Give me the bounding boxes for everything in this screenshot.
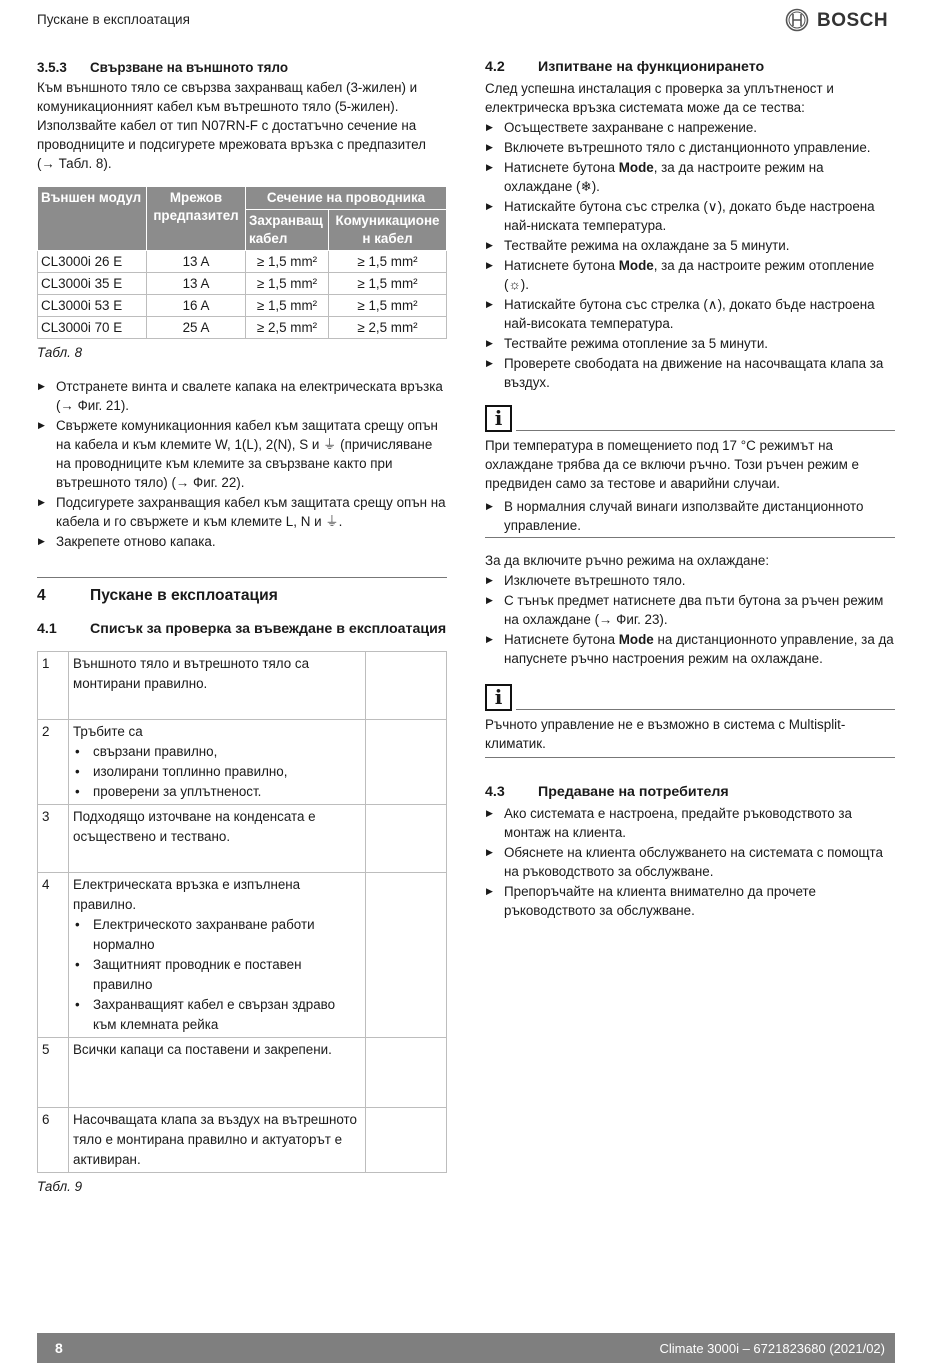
check-cell[interactable] (366, 1108, 447, 1173)
function-test-steps (485, 118, 895, 392)
table-row: CL3000i 35 E 13 A ≥ 1,5 mm² ≥ 1,5 mm² (38, 273, 447, 295)
manual-mode-intro: За да включите ръчно режима на охлаждане: (485, 553, 770, 568)
list-item: ▶ Тествайте режима на охлаждане за 5 минути. (485, 236, 895, 255)
list-item: ▶ В нормалния случай винаги използвайте дистанционното управление. (485, 497, 895, 535)
checklist-table (37, 651, 447, 1173)
table-row: 6 Насочващата клапа за въздух на вътрешното тяло е монтирана правилно и актуаторът е активиран. (38, 1108, 447, 1173)
section-divider (37, 577, 447, 578)
list-item: ▶ Натискайте бутона със стрелка (∨), докато бъде настроена най-ниската температура. (485, 197, 895, 235)
list-item: • свързани правилно, (73, 742, 361, 762)
list-item: ▶ Закрепете отново капака. (37, 532, 447, 551)
page-footer (37, 1333, 895, 1363)
list-item: ▶ Проверете свободата на движение на насочващата клапа за въздух. (485, 354, 895, 392)
section-4-3-heading: 4.3 Предаване на потребителя (485, 784, 729, 800)
table-row: CL3000i 26 E 13 A ≥ 1,5 mm² ≥ 1,5 mm² (38, 251, 447, 273)
check-cell[interactable] (366, 720, 447, 805)
col-header-comm: Комуникационе н кабел (329, 210, 447, 251)
running-header: Пускане в експлоатация (37, 12, 190, 27)
bosch-armature-icon (785, 8, 809, 32)
check-cell[interactable] (366, 1038, 447, 1108)
list-item: ▶ Натиснете бутона Mode, за да настроите режим на охлаждане (❄). (485, 158, 895, 196)
info-end-rule (485, 757, 895, 758)
info-end-rule (485, 537, 895, 538)
list-item: • проверени за уплътненост. (73, 782, 361, 802)
table-row: 2 Тръбите са • свързани правилно, • изолирани топлинно правилно, • проверени за уплътненост. (38, 720, 447, 805)
table-row: 5 Всички капаци са поставени и закрепени. (38, 1038, 447, 1108)
list-item: ▶ Осъществете захранване с напрежение. (485, 118, 895, 137)
info-box-2 (485, 684, 895, 711)
info-divider (516, 430, 895, 431)
handover-steps (485, 804, 895, 920)
col-header-power: Захранващ кабел (246, 210, 329, 251)
info-icon: i (485, 684, 512, 711)
list-item: • Защитният проводник е поставен правилно (73, 955, 361, 995)
info-1-text: При температура в помещението под 17 °C режимът на охлаждане трябва да се включи ръчно. Този ръчен режим е предвиден само за тестове и аварийни случаи. (485, 438, 859, 491)
document-id: Climate 3000i – 6721823680 (2021/02) (659, 1340, 885, 1356)
logo-wordmark: BOSCH (817, 9, 889, 31)
col-header-fuse: Мрежов предпазител (147, 187, 246, 251)
info-2-text: Ръчното управление не е възможно в система с Multisplit-климатик. (485, 717, 846, 751)
list-item: ▶ Отстранете винта и свалете капака на електрическата връзка (→ Фиг. 21). (37, 377, 447, 415)
table-9-caption: Табл. 9 (37, 1179, 83, 1194)
list-item: • Захранващият кабел е свързан здраво към клемната рейка (73, 995, 361, 1035)
list-item: • изолирани топлинно правилно, (73, 762, 361, 782)
col-header-module: Външен модул (38, 187, 147, 251)
table-row: 4 Електрическата връзка е изпълнена правилно. • Електрическото захранване работи нормално • Защитният проводник е поставен правилно • Захранващият кабел е свързан здраво към клемната рейка (38, 873, 447, 1038)
connection-steps (37, 377, 447, 551)
col-header-section: Сечение на проводника (246, 187, 447, 210)
table-row: 1 Външното тяло и вътрешното тяло са монтирани правилно. (38, 652, 447, 720)
cable-table (37, 186, 447, 339)
table-8-caption: Табл. 8 (37, 345, 83, 360)
list-item: ▶ Препоръчайте на клиента внимателно да прочете ръководството за обслужване. (485, 882, 895, 920)
info-divider (516, 709, 895, 710)
section-3-5-3-paragraph: Към външното тяло се свързва захранващ кабел (3-жилен) и комуникационният кабел към вътрешното тяло (5-жилен). Използвайте кабел от тип N07RN-F с достатъчно сечение на проводниците и подсигурете мрежовата връзка с предпазител (→ Табл. 8). (37, 80, 426, 171)
list-item: • Електрическото захранване работи нормално (73, 915, 361, 955)
mode-button-label: Mode (618, 258, 654, 273)
table-row: 3 Подходящо източване на конденсата е осъществено и тествано. (38, 805, 447, 873)
table-row: CL3000i 70 E 25 A ≥ 2,5 mm² ≥ 2,5 mm² (38, 317, 447, 339)
section-4-1-heading: 4.1 Списък за проверка за въвеждане в експлоатация (37, 621, 447, 637)
list-item: ▶ Обяснете на клиента обслужването на системата с помощта на ръководството за обслужване. (485, 843, 895, 881)
list-item: ▶ Натискайте бутона със стрелка (∧), докато бъде настроена най-високата температура. (485, 295, 895, 333)
list-item: ▶ С тънък предмет натиснете два пъти бутона за ръчен режим на охлаждане (→ Фиг. 23). (485, 591, 895, 629)
right-column (485, 58, 895, 921)
section-3-5-3-heading: 3.5.3 Свързване на външното тяло (37, 60, 289, 75)
left-column (37, 58, 447, 1196)
section-4-2-paragraph: След успешна инсталация с проверка за уплътненост и електрическа връзка системата може да се тества: (485, 81, 834, 115)
check-cell[interactable] (366, 805, 447, 873)
list-item: ▶ Изключете вътрешното тяло. (485, 571, 895, 590)
section-4-heading: 4 Пускане в експлоатация (37, 587, 278, 604)
mode-button-label: Mode (618, 160, 654, 175)
list-item: ▶ Натиснете бутона Mode, за да настроите режим отопление (☼). (485, 256, 895, 294)
list-item: ▶ Свържете комуникационния кабел към защитата срещу опън на кабела и към клемите W, 1(L), 2(N), S и ⏚ (причисляване на проводниците към клемите за свързване както при вътрешното тяло) (→ Фиг. 22). (37, 416, 447, 492)
info-icon: i (485, 405, 512, 432)
list-item: ▶ Ако системата е настроена, предайте ръководството за монтаж на клиента. (485, 804, 895, 842)
check-cell[interactable] (366, 873, 447, 1038)
list-item: ▶ Натиснете бутона Mode на дистанционното управление, за да напуснете ръчно настроения режим на охлаждане. (485, 630, 895, 668)
bosch-logo (785, 8, 888, 32)
manual-mode-steps (485, 571, 895, 668)
check-cell[interactable] (366, 652, 447, 720)
info-box-1 (485, 405, 895, 432)
list-item: ▶ Подсигурете захранващия кабел към защитата срещу опън на кабела и го свържете и към клемите L, N и ⏚. (37, 493, 447, 531)
list-item: ▶ Тествайте режима отопление за 5 минути. (485, 334, 895, 353)
list-item: ▶ Включете вътрешното тяло с дистанционното управление. (485, 138, 895, 157)
table-row: CL3000i 53 E 16 A ≥ 1,5 mm² ≥ 1,5 mm² (38, 295, 447, 317)
section-4-2-heading: 4.2 Изпитване на функционирането (485, 59, 765, 75)
page-number: 8 (55, 1339, 63, 1356)
mode-button-label: Mode (618, 632, 654, 647)
